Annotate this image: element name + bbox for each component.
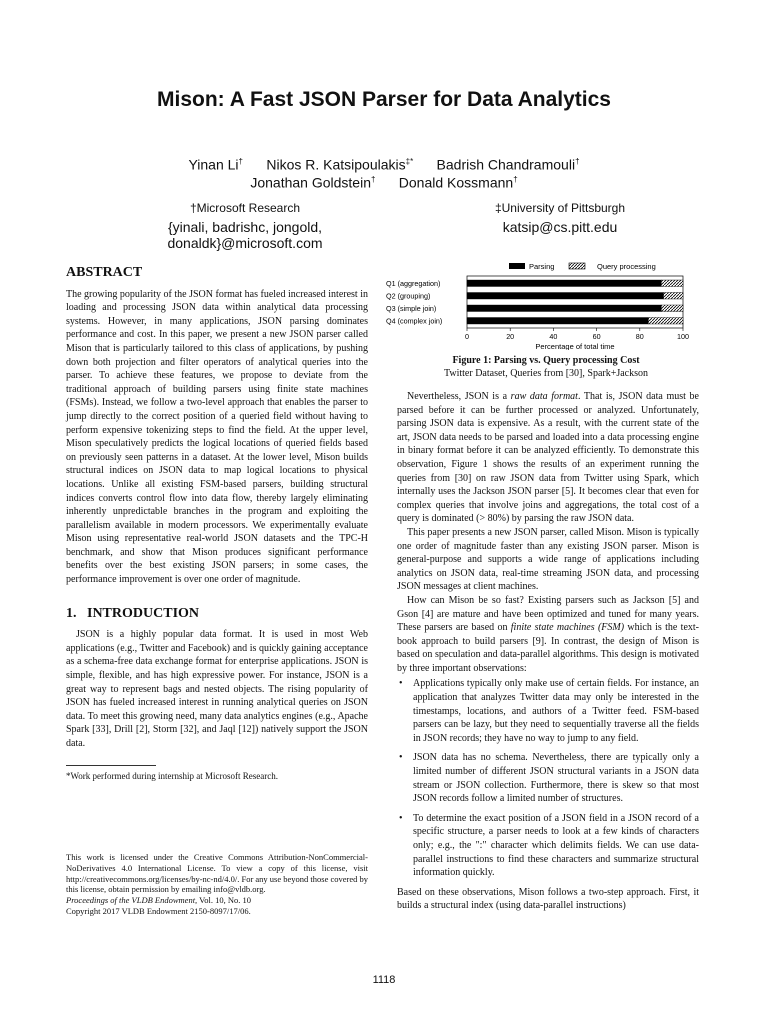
bar-parsing-q3: [467, 305, 661, 312]
x-tick-label: 40: [549, 332, 558, 341]
author-donald-kossmann: Donald Kossmann: [398, 174, 514, 191]
author-mark: †: [513, 175, 518, 184]
category-label: Q4 (complex join): [386, 316, 443, 326]
author-line-2: [0, 171, 768, 192]
copyright-line: Copyright 2017 VLDB Endowment 2150-8097/17/06.: [66, 905, 251, 916]
author-badrish-chandramouli: Badrish Chandramouli: [436, 156, 576, 173]
affiliation-microsoft: [100, 201, 390, 251]
section-number: 1.: [66, 605, 77, 621]
page-number: 1118: [372, 974, 396, 986]
x-tick-label: 80: [635, 332, 644, 341]
bar-parsing-q4: [467, 318, 648, 325]
affiliation-email: {yinali, badrishc, jongold, donaldk}@microsoft.com: [167, 219, 323, 251]
license-block: [66, 852, 368, 917]
author-mark: ‡*: [405, 157, 414, 166]
affiliation-name: ‡University of Pittsburgh: [494, 201, 626, 215]
bar-query-processing-q3: [661, 305, 683, 312]
left-column: [66, 266, 368, 782]
x-tick-label: 20: [506, 332, 515, 341]
proceedings-line: [66, 895, 368, 906]
abstract-text: The growing popularity of the JSON format has fueled increased interest in loading and processing JSON data within analytical data processing systems. However, in many applications, JSON parsing dominates performance and cost. In this paper, we present a new JSON parser called Mison that is particularly tailored to this class of applications, by pushing down both projection and filter operators of analytical queries into the parser. To achieve these features, we propose to deviate from the traditional approach of building parsers using finite state machines (FSMs). Instead, we follow a two-level approach that enables the parser to jump directly to the correct position of a queried field without having to perform expensive tokenizing steps to find the field. At the upper level, Mison speculatively predicts the logical locations of queried fields based on previously seen patterns in a dataset. At the lower level, Mison builds structural indices on JSON data to map logical locations to physical locations. Unlike all existing FSM-based parsers, building structural indices converts control flow into data flow, thereby largely eliminating inherently unpredictable branches in the program and exploiting the parallelism available in modern processors. We experimentally evaluate Mison using representative real-world JSON datasets and the TPC-H benchmark, and show that Mison produces significant performance benefits over the best existing JSON parsers; in some cases, the performance improvement is over one order of magnitude.: [66, 288, 368, 586]
emphasis-raw-data-format: raw data format: [510, 391, 578, 402]
text-run: Nevertheless, JSON is a: [407, 391, 511, 402]
author-jonathan-goldstein: Jonathan Goldstein: [250, 174, 371, 191]
bar-query-processing-q2: [664, 293, 683, 300]
chart-plot-area: [386, 276, 689, 350]
affiliation-name: †Microsoft Research: [189, 201, 301, 215]
footnote-divider: [66, 765, 156, 766]
paragraph-two-step: Based on these observations, Mison follows a two-step approach. First, it builds a structural index (using data-parallel instructions): [397, 886, 699, 912]
observation-item: • To determine the exact position of a JSON field in a JSON record of a specific structure, a parser needs to look at a few kinds of characters only; e.g., the ":" character which delimits fields. We can use data-parallel instructions to find these characters and summarize structural information quickly.: [397, 812, 699, 880]
legend-label-parsing: Parsing: [529, 262, 555, 271]
affiliation-email: katsip@cs.pitt.edu: [502, 219, 618, 235]
category-label: Q3 (simple join): [386, 304, 437, 313]
bar-query-processing-q4: [648, 318, 683, 325]
chart-legend: [509, 262, 656, 271]
category-label: Q2 (grouping): [386, 291, 431, 301]
section-title: INTRODUCTION: [87, 605, 200, 621]
x-tick-label: 100: [677, 332, 689, 341]
x-tick-label: 0: [465, 332, 469, 341]
author-mark: †: [238, 157, 243, 166]
legend-swatch-query-processing: [569, 263, 585, 269]
observation-item: • Applications typically only make use of certain fields. For instance, an application that analyzes Twitter data may only be interested in the timestamps, locations, and authors of a Twitter feed. FSM-based parsers can be lazy, but they need to sequentially traverse all the fields in JSON records; they have no way to jump to any field.: [397, 677, 699, 745]
bar-parsing-q1: [467, 280, 661, 287]
figure-subcaption: Twitter Dataset, Queries from [30], Spark+Jackson: [443, 368, 649, 379]
proceedings-title: Proceedings of the VLDB Endowment,: [66, 895, 198, 906]
intro-paragraph-1: JSON is a highly popular data format. It is used in most Web applications (e.g., Twitter and Facebook) and is quickly gaining acceptance as a schema-free data exchange format for enterprise applications. JSON is simple, flexible, and has high expressive power. For instance, JSON is a great way to represent bags and nested objects. The rising popularity of JSON has fueled increased interest in running analytical queries on JSON data. To meet this growing need, many data analytics engines (e.g., Apache Spark [33], Drill [2], Storm [32], and Jaql [12]) natively support the JSON data.: [66, 629, 368, 749]
text-run: which is the text-book approach to build parsers [9]. In contrast, the design of Mison is based on speculation and data-parallel algorithms. This design is motivated by three important observations:: [397, 622, 699, 674]
figure-1-chart: [385, 258, 705, 350]
author-mark: †: [575, 157, 580, 166]
x-axis-label: Percentage of total time: [535, 342, 615, 350]
proceedings-volume: Vol. 10, No. 10: [197, 895, 251, 906]
license-text: This work is licensed under the Creative Commons Attribution-NonCommercial-NoDerivatives 4.0 International License. To view a copy of this license, visit http://creativecommons.org/licenses/by-nc-nd/4.0/. For any use beyond those covered by this license, obtain permission by emailing info@vldb.org.: [66, 852, 368, 895]
paragraph-mison-intro: This paper presents a new JSON parser, called Mison. Mison is typically one order of magnitude faster than any existing JSON parser. Mison is general-purpose and supports a wide range of applications including analytics on JSON data, real-time streaming JSON data, and processing JSON messages at client machines.: [397, 526, 699, 593]
author-mark: †: [370, 175, 376, 184]
affiliation-pittsburgh: [470, 201, 650, 235]
legend-label-query-processing: Query processing: [597, 262, 656, 271]
introduction-heading: [66, 607, 368, 621]
text-run: . That is, JSON data must be parsed before it can be further processed or analyzed. Unfortunately, parsing JSON data is expensive. As a result, with the current state of the art, JSON data needs to be parsed and loaded into a data processing engine in binary format before it can be analyzed efficiently. To demonstrate this observation, Figure 1 shows the results of an experiment running the queries from [30] on raw JSON data from Twitter using Spark, which internally uses the Jackson JSON parser [5]. It becomes clear that even for complex queries that involve joins and aggregations, the total cost of a query is dominated (> 80%) by parsing the raw JSON data.: [397, 391, 699, 525]
bar-parsing-q2: [467, 293, 664, 300]
paragraph-raw-data-format: [397, 390, 699, 526]
x-tick-label: 60: [592, 332, 601, 341]
emphasis-fsm: finite state machines (FSM): [510, 622, 625, 634]
figure-caption: Figure 1: Parsing vs. Query processing Cost: [452, 355, 640, 366]
paragraph-why-fast: [397, 594, 699, 676]
category-label: Q1 (aggregation): [386, 279, 441, 288]
author-yinan-li: Yinan Li: [188, 156, 239, 173]
text-run: How can Mison be so fast? Existing parsers such as Jackson [5] and Gson [4] are mature and have been optimized and tuned for many years. These parsers are based on: [397, 594, 699, 634]
footnote: *Work performed during internship at Microsoft Research.: [66, 770, 278, 781]
legend-swatch-parsing: [509, 263, 525, 269]
right-column: [397, 390, 699, 913]
observation-item: • JSON data has no schema. Nevertheless, there are typically only a limited number of different JSON structural variants in a JSON data stream or JSON collection. Furthermore, there is skew so that most JSON records follow a limited number of structures.: [397, 751, 699, 805]
observation-list: [397, 677, 699, 879]
author-nikos-katsipoulakis: Nikos R. Katsipoulakis: [266, 156, 406, 173]
bar-query-processing-q1: [661, 280, 683, 287]
paper-title: Mison: A Fast JSON Parser for Data Analytics: [157, 88, 611, 111]
abstract-heading: ABSTRACT: [66, 265, 143, 280]
